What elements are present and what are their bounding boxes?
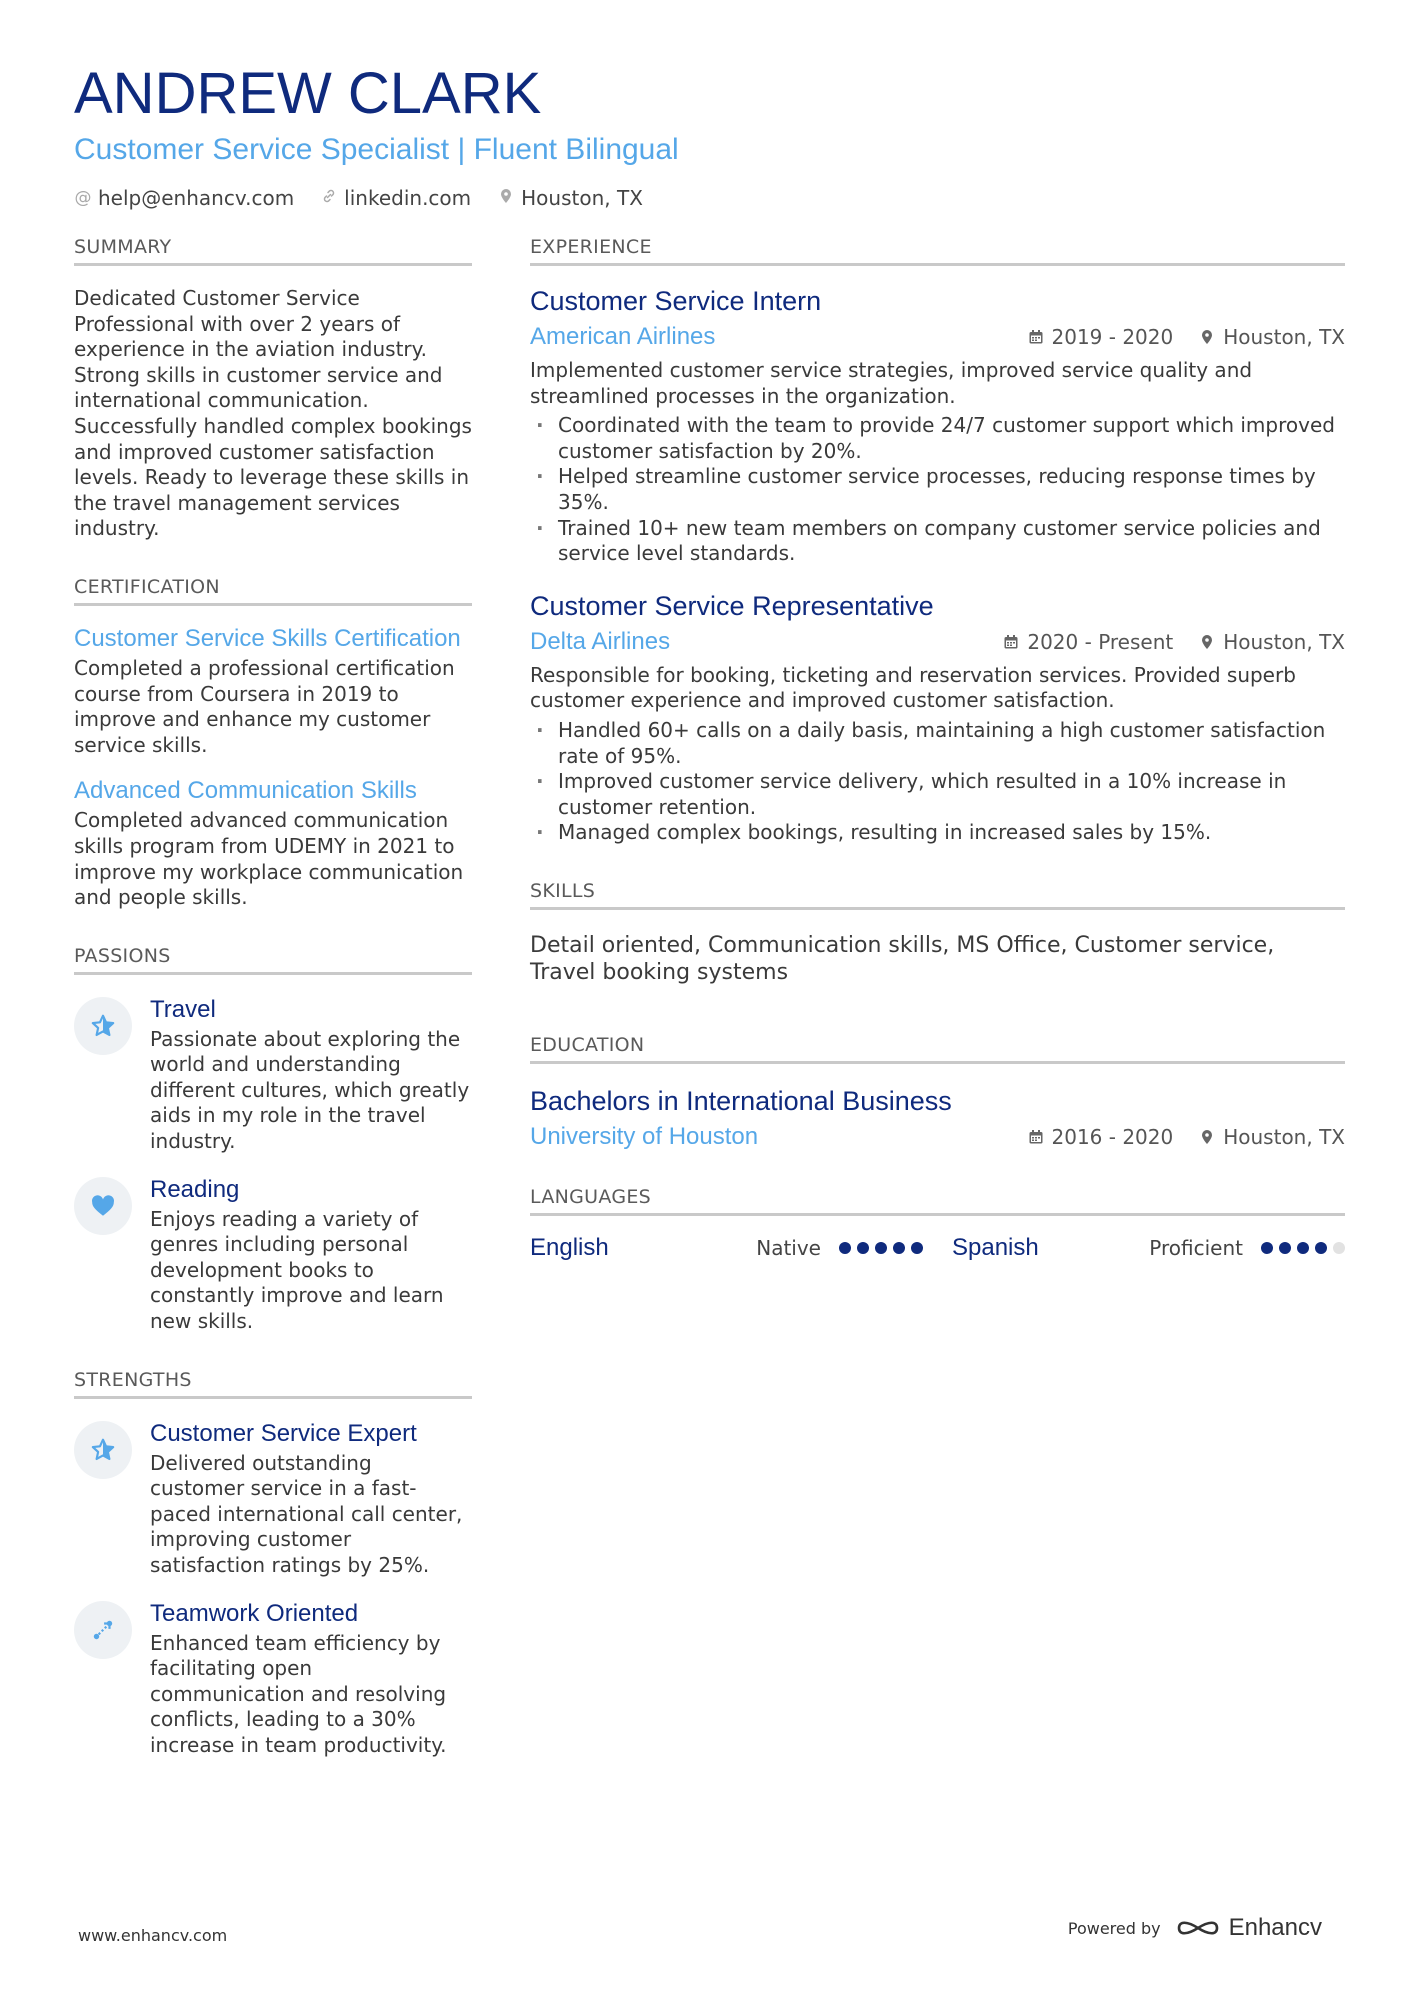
enhancv-logo-icon	[1175, 1916, 1221, 1940]
candidate-name: ANDREW CLARK	[74, 61, 542, 126]
footer-website[interactable]: www.enhancv.com	[78, 1926, 228, 1945]
language-level: Proficient	[1149, 1235, 1243, 1260]
education-location: Houston, TX	[1199, 1125, 1345, 1149]
right-column	[530, 236, 1345, 1290]
education-entry	[530, 1084, 1345, 1152]
certification-desc: Completed a professional certification course from Coursera in 2019 to improve and enhance my customer service skills.	[74, 655, 455, 757]
passion-item	[74, 995, 472, 1155]
calendar-icon	[1028, 1129, 1044, 1145]
passion-title: Reading	[150, 1175, 240, 1203]
passion-desc: Passionate about exploring the world and understanding different cultures, which greatly aids in my role in the travel industry.	[150, 1026, 470, 1154]
strength-item	[74, 1419, 472, 1579]
rating-dot-filled	[839, 1242, 851, 1254]
strength-title: Customer Service Expert	[150, 1419, 417, 1447]
strength-desc: Delivered outstanding customer service in a fast-paced international call center, improving customer satisfaction ratings by 25%.	[150, 1450, 463, 1577]
experience-section	[530, 236, 1345, 846]
language-rating	[1261, 1242, 1345, 1254]
certification-title: Advanced Communication Skills	[74, 777, 417, 805]
job-bullet: · Trained 10+ new team members on company customer service policies and service level standards.	[530, 516, 1345, 567]
certification-section	[74, 576, 472, 911]
summary-heading: SUMMARY	[74, 236, 472, 266]
passion-desc: Enjoys reading a variety of genres including personal development books to constantly improve and learn new skills.	[150, 1206, 444, 1334]
language-name: Spanish	[952, 1233, 1039, 1261]
languages-heading: LANGUAGES	[530, 1186, 1345, 1216]
contact-linkedin-text: linkedin.com	[344, 186, 472, 210]
education-dates: 2016 - 2020	[1028, 1125, 1174, 1149]
company-name: Delta Airlines	[530, 627, 671, 655]
certification-item	[74, 776, 472, 910]
language-rating	[839, 1242, 923, 1254]
language-level: Native	[756, 1235, 821, 1260]
skills-heading: SKILLS	[530, 880, 1345, 910]
job-bullet: · Handled 60+ calls on a daily basis, maintaining a high customer satisfaction rate of 95%.	[530, 718, 1345, 769]
education-section	[530, 1034, 1345, 1152]
strength-title: Teamwork Oriented	[150, 1599, 359, 1627]
contact-bar	[74, 186, 1344, 210]
strengths-heading: STRENGTHS	[74, 1369, 472, 1399]
contact-linkedin[interactable]	[320, 186, 471, 210]
heart-icon	[74, 1177, 132, 1235]
rating-dot-filled	[893, 1242, 905, 1254]
job-dates: 2019 - 2020	[1028, 325, 1174, 349]
at-icon: @	[74, 188, 92, 208]
resume-header	[74, 62, 1344, 210]
location-pin-icon	[1199, 329, 1215, 345]
strength-desc: Enhanced team efficiency by facilitating open communication and resolving conflicts, leading to a 30% increase in team productivity.	[150, 1630, 447, 1757]
job-dates: 2020 - Present	[1003, 630, 1173, 654]
skills-section	[530, 880, 1345, 986]
job-title: Customer Service Intern	[530, 286, 822, 316]
calendar-icon	[1028, 329, 1044, 345]
passion-title: Travel	[150, 995, 216, 1023]
education-heading: EDUCATION	[530, 1034, 1345, 1064]
candidate-title: Customer Service Specialist | Fluent Bilingual	[74, 133, 679, 166]
skills-text: Detail oriented, Communication skills, MS Office, Customer service, Travel booking systems	[530, 932, 1275, 985]
rating-dot-filled	[1279, 1242, 1291, 1254]
teamwork-icon	[74, 1601, 132, 1659]
star-icon	[74, 1421, 132, 1479]
rating-dot-filled	[857, 1242, 869, 1254]
summary-section	[74, 236, 472, 542]
degree-title: Bachelors in International Business	[530, 1085, 952, 1116]
footer-branding[interactable]	[1068, 1914, 1322, 1942]
certification-desc: Completed advanced communication skills program from UDEMY in 2021 to improve my workplace communication and people skills.	[74, 808, 464, 910]
calendar-icon	[1003, 634, 1019, 650]
certification-item	[74, 624, 472, 758]
job-bullets	[530, 718, 1345, 846]
location-pin-icon	[497, 188, 515, 209]
passion-item	[74, 1175, 472, 1335]
job-description: Implemented customer service strategies, improved service quality and streamlined processes in the organization.	[530, 358, 1253, 408]
enhancv-logo	[1175, 1914, 1322, 1942]
star-icon	[74, 997, 132, 1055]
powered-by-label: Powered by	[1067, 1918, 1161, 1938]
rating-dot-filled	[911, 1242, 923, 1254]
contact-email[interactable]	[74, 186, 294, 210]
company-name: American Airlines	[530, 323, 716, 350]
strength-item	[74, 1599, 472, 1759]
left-column	[74, 236, 472, 1787]
rating-dot-filled	[875, 1242, 887, 1254]
job-bullet: · Improved customer service delivery, which resulted in a 10% increase in customer retention.	[530, 769, 1345, 820]
language-item	[952, 1234, 1345, 1262]
summary-text: Dedicated Customer Service Professional with over 2 years of experience in the aviation industry. Strong skills in customer service and international communication. Successfully handled complex bookings and improved customer satisfaction levels. Ready to leverage these skills in the travel management services industry.	[74, 286, 472, 541]
rating-dot-filled	[1315, 1242, 1327, 1254]
location-pin-icon	[1199, 1129, 1215, 1145]
job-entry	[530, 589, 1345, 846]
contact-location	[497, 186, 643, 210]
language-name: English	[530, 1233, 609, 1261]
job-title: Customer Service Representative	[530, 590, 934, 621]
link-icon	[320, 188, 338, 209]
rating-dot-filled	[1297, 1242, 1309, 1254]
job-bullet: · Helped streamline customer service processes, reducing response times by 35%.	[530, 464, 1345, 515]
passions-section	[74, 945, 472, 1335]
strengths-section	[74, 1369, 472, 1759]
brand-name: Enhancv	[1228, 1914, 1322, 1941]
job-description: Responsible for booking, ticketing and reservation services. Provided superb customer experience and improved customer satisfaction.	[530, 662, 1296, 713]
experience-heading: EXPERIENCE	[530, 236, 1345, 266]
contact-email-text: help@enhancv.com	[98, 186, 295, 210]
rating-dot-empty	[1333, 1242, 1345, 1254]
language-item	[530, 1234, 923, 1262]
passions-heading: PASSIONS	[74, 945, 472, 975]
languages-section	[530, 1186, 1345, 1262]
job-bullets	[530, 413, 1345, 567]
certification-title: Customer Service Skills Certification	[74, 624, 461, 652]
rating-dot-filled	[1261, 1242, 1273, 1254]
certification-heading: CERTIFICATION	[74, 576, 472, 606]
job-bullet: · Managed complex bookings, resulting in increased sales by 15%.	[530, 820, 1345, 846]
job-bullet: · Coordinated with the team to provide 24/7 customer support which improved customer satisfaction by 20%.	[530, 413, 1345, 464]
job-entry	[530, 284, 1345, 567]
job-location: Houston, TX	[1199, 630, 1345, 654]
school-name: University of Houston	[530, 1122, 759, 1150]
contact-location-text: Houston, TX	[521, 186, 643, 210]
job-location: Houston, TX	[1199, 325, 1345, 349]
location-pin-icon	[1199, 634, 1215, 650]
